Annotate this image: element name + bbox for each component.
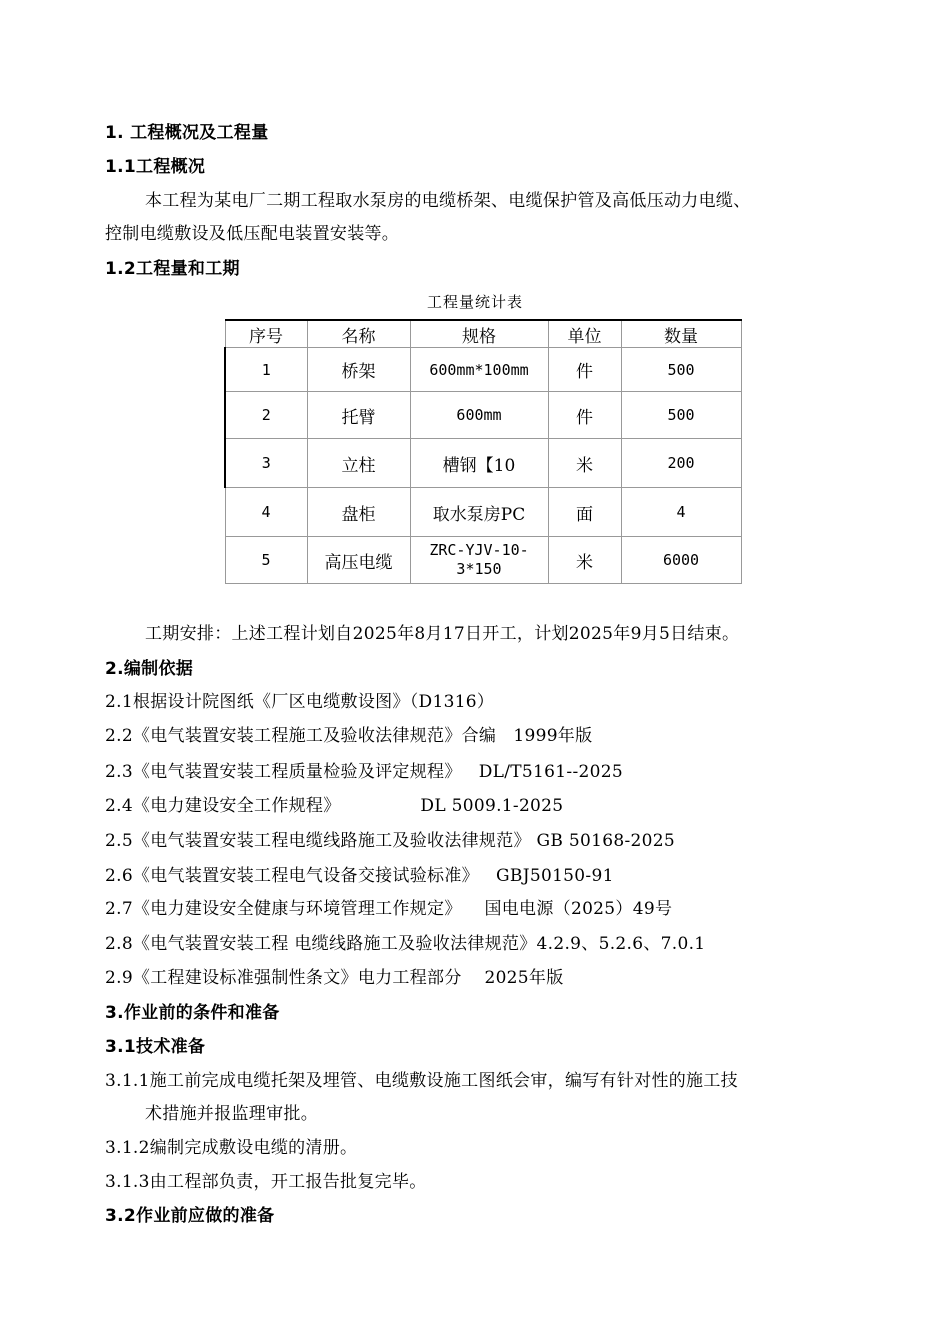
table-cell-name: 立柱	[307, 439, 410, 488]
table-row	[225, 392, 741, 439]
table-cell-spec: 槽钢【10	[410, 439, 548, 488]
basis-item: 2.8《电气装置安装工程 电缆线路施工及验收法律规范》4.2.9、5.2.6、7.0.1	[105, 934, 706, 954]
table-caption: 工程量统计表	[426, 293, 523, 311]
table-cell-index: 5	[225, 537, 307, 584]
table-cell-spec	[410, 537, 548, 584]
basis-item: 2.7《电力建设安全健康与环境管理工作规定》 国电电源（2025）49号	[105, 899, 673, 919]
section-3-heading: 3.作业前的条件和准备	[105, 1003, 280, 1023]
basis-item: 2.3《电气装置安装工程质量检验及评定规程》 DL/T5161--2025	[105, 762, 623, 782]
table-cell-spec-line1: ZRC-YJV-10-	[429, 541, 529, 559]
table-cell-unit: 米	[548, 537, 621, 584]
section-2-heading: 2.编制依据	[105, 659, 194, 679]
basis-item: 2.4《电力建设安全工作规程》 DL 5009.1-2025	[105, 796, 564, 816]
table-row	[225, 537, 741, 584]
table-cell-spec: 600mm*100mm	[410, 348, 548, 392]
basis-item: 2.6《电气装置安装工程电气设备交接试验标准》 GBJ50150-91	[105, 866, 614, 886]
table-header-cell: 单位	[548, 320, 621, 348]
table-cell-quantity: 500	[621, 348, 741, 392]
table-cell-spec-line2: 3*150	[456, 560, 502, 578]
section-1-1-paragraph-line2: 控制电缆敷设及低压配电装置安装等。	[105, 224, 400, 244]
table-cell-unit: 米	[548, 439, 621, 488]
section-1-1-paragraph-line1: 本工程为某电厂二期工程取水泵房的电缆桥架、电缆保护管及高低压动力电缆、	[145, 191, 751, 211]
table-cell-name: 盘柜	[307, 488, 410, 537]
basis-item: 2.1根据设计院图纸《厂区电缆敷设图》（D1316）	[105, 692, 495, 712]
section-3-1-heading: 3.1技术准备	[105, 1037, 206, 1057]
basis-item: 2.9《工程建设标准强制性条文》电力工程部分 2025年版	[105, 968, 564, 988]
table-cell-spec: 600mm	[410, 392, 548, 439]
table-cell-quantity: 500	[621, 392, 741, 439]
section-3-1-1-line2: 术措施并报监理审批。	[145, 1104, 318, 1124]
table-row	[225, 439, 741, 488]
table-cell-spec: 取水泵房PC	[410, 488, 548, 537]
table-cell-name: 桥架	[307, 348, 410, 392]
section-3-2-heading: 3.2作业前应做的准备	[105, 1206, 275, 1226]
table-cell-quantity: 200	[621, 439, 741, 488]
basis-item: 2.5《电气装置安装工程电缆线路施工及验收法律规范》 GB 50168-2025	[105, 831, 676, 851]
table-cell-unit: 面	[548, 488, 621, 537]
table-cell-quantity: 4	[621, 488, 741, 537]
section-1-2-heading: 1.2工程量和工期	[105, 259, 240, 279]
table-header-cell: 名称	[307, 320, 410, 348]
table-cell-index: 1	[225, 348, 307, 392]
table-cell-name: 高压电缆	[307, 537, 410, 584]
table-cell-unit: 件	[548, 392, 621, 439]
quantity-table	[224, 319, 742, 584]
table-cell-index: 3	[225, 439, 307, 488]
table-header-cell: 序号	[225, 320, 307, 348]
table-cell-name: 托臂	[307, 392, 410, 439]
basis-item: 2.2《电气装置安装工程施工及验收法律规范》合编 1999年版	[105, 726, 593, 746]
table-header-cell: 规格	[410, 320, 548, 348]
table-cell-index: 2	[225, 392, 307, 439]
table-cell-quantity: 6000	[621, 537, 741, 584]
section-1-1-heading: 1.1工程概况	[105, 157, 206, 177]
table-cell-unit: 件	[548, 348, 621, 392]
table-header-row	[225, 320, 741, 348]
table-header-cell: 数量	[621, 320, 741, 348]
schedule-text: 工期安排：上述工程计划自2025年8月17日开工，计划2025年9月5日结束。	[145, 624, 740, 644]
section-3-1-3: 3.1.3由工程部负责，开工报告批复完毕。	[105, 1172, 427, 1192]
section-3-1-2: 3.1.2编制完成敷设电缆的清册。	[105, 1138, 358, 1158]
section-3-1-1-line1: 3.1.1施工前完成电缆托架及埋管、电缆敷设施工图纸会审，编写有针对性的施工技	[105, 1071, 738, 1091]
table-cell-index: 4	[225, 488, 307, 537]
section-1-heading: 1. 工程概况及工程量	[105, 123, 269, 143]
table-row	[225, 348, 741, 392]
table-row	[225, 488, 741, 537]
